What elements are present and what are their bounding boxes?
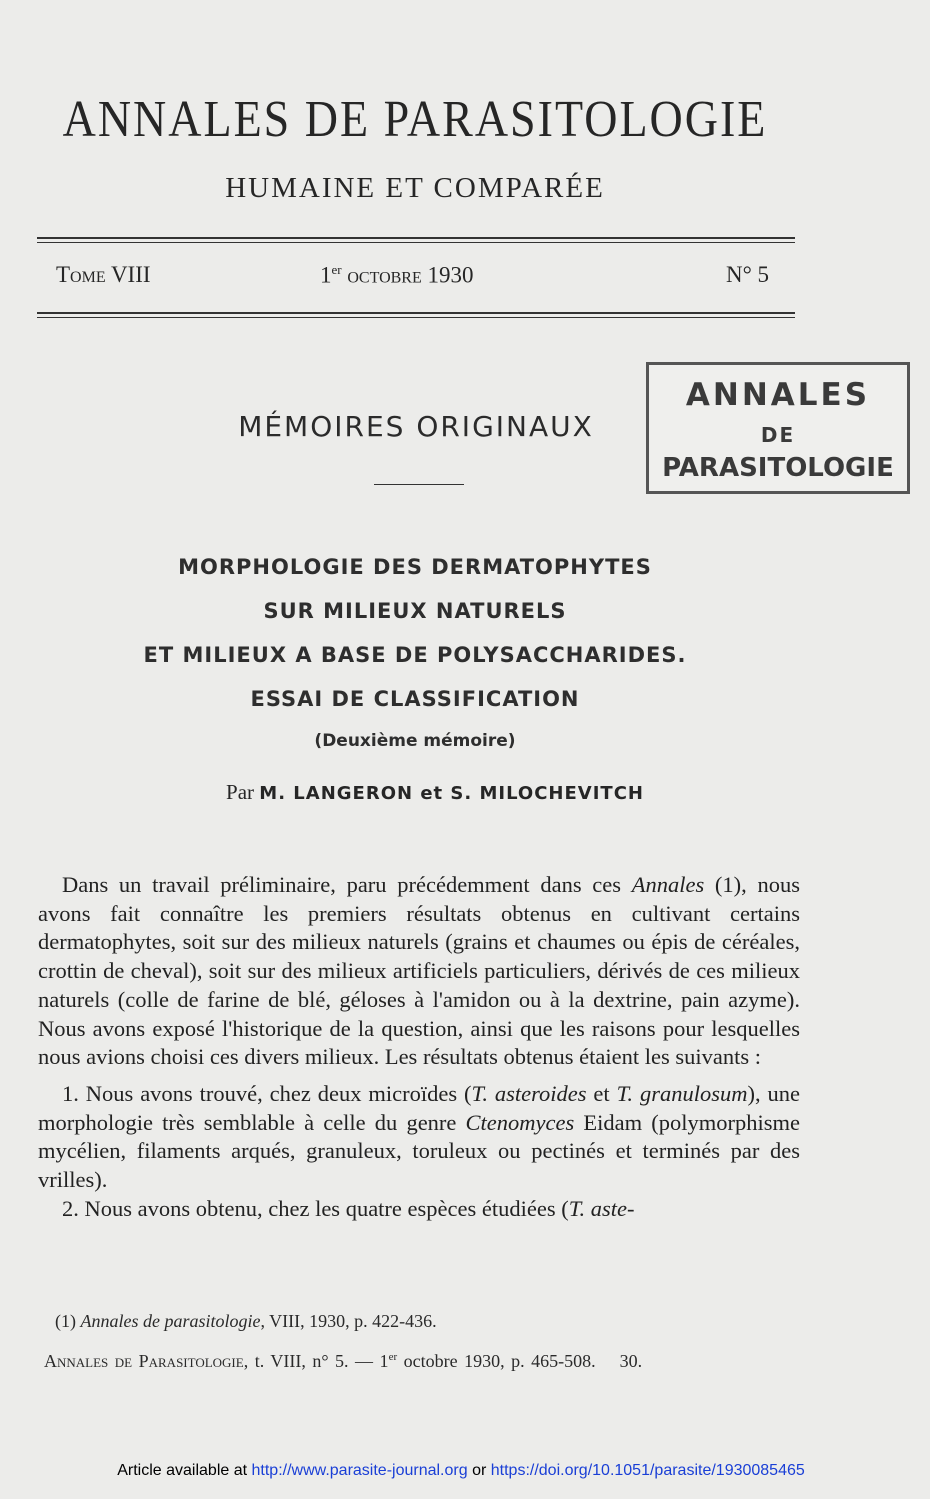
availability-middle: or [467,1462,491,1479]
issue-date [320,262,474,289]
p2-c: ), une morphologie très semblable à celle du genre [38,1080,800,1135]
journal-website-link[interactable]: http://www.parasite-journal.org [251,1462,468,1479]
issue-tome: Tome VIII [56,262,151,287]
paragraph-3 [38,1195,800,1224]
issue-date-day: 1 [320,262,332,288]
footer-superscript: er [388,1351,398,1363]
page-footer [44,1351,642,1372]
article-title-line-4: ESSAI DE CLASSIFICATION [250,687,580,711]
byline-authors: M. LANGERON et S. MILOCHEVITCH [259,783,644,804]
p3-species: T. aste- [568,1195,635,1221]
p2-a: 1. Nous avons trouvé, chez deux microïdes ( [62,1080,472,1106]
p2-b: et [586,1080,617,1106]
doi-link[interactable]: https://doi.org/10.1051/parasite/1930085465 [490,1462,805,1479]
issue-date-rest: octobre 1930 [341,262,474,288]
memoir-note: (Deuxième mémoire) [314,731,516,751]
library-stamp [646,362,910,494]
section-heading: MÉMOIRES ORIGINAUX [238,410,594,443]
p3-a: 2. Nous avons obtenu, chez les quatre espèces étudiées ( [62,1195,569,1221]
p1-rest: (1), nous avons fait connaître les premiers résultats obtenus en cultivant certains dermatophytes, soit sur des milieux naturels (grains et chaumes ou épis de céréales, crottin de cheval), soit sur des milieux artificiels particuliers, dérivés de ces milieux naturels (colle de farine de blé, géloses à l'amidon ou à la dextrine, pain azyme). Nous avons exposé l'historique de la question, ainsi que les raisons pour lesquelles nous avions choisi ces divers milieux. Les résultats obtenus étaient les suivants : [38,872,800,1070]
p2-species-2: T. granulosum [616,1080,748,1106]
journal-title: ANNALES DE PARASITOLOGIE [62,89,768,148]
article-title-line-3: ET MILIEUX A BASE DE POLYSACCHARIDES. [143,643,687,667]
footer-journal: Annales de Parasitologie [44,1351,244,1371]
p2-genus: Ctenomyces [465,1109,575,1135]
issue-date-superscript: er [331,262,342,277]
byline-par: Par [226,780,255,804]
p2-d: Eidam (polymorphisme mycélien, filaments arqués, granuleux, toruleux ou pectinés et terminés par des vrilles). [38,1109,800,1193]
stamp-line-3: PARASITOLOGIE [662,453,894,483]
footer-issue: , t. VIII, n° 5. — 1 [243,1351,389,1371]
article-title-line-1: MORPHOLOGIE DES DERMATOPHYTES [178,555,652,579]
footnote [55,1311,437,1332]
section-divider [374,484,464,485]
paragraph-1 [38,871,800,1072]
article-body [38,871,800,1223]
availability-prefix: Article available at [117,1462,252,1479]
footer-pages: octobre 1930, p. 465-508. [397,1351,596,1371]
p1-journal: Annales [631,872,705,897]
bottom-double-rule [37,312,795,318]
footnote-marker: (1) [55,1311,81,1331]
stamp-line-1: ANNALES [685,377,871,413]
journal-subtitle: HUMAINE ET COMPARÉE [225,172,605,204]
byline [40,780,830,805]
stamp-line-2: DE [760,423,796,447]
footer-page-number: 30. [619,1351,643,1371]
footnote-rest: , VIII, 1930, p. 422-436. [260,1311,437,1331]
p2-species-1: T. asteroides [471,1080,587,1106]
availability-note [0,1462,922,1480]
issue-number: N° 5 [726,262,770,287]
top-double-rule [37,237,795,243]
footnote-journal: Annales de parasitologie [80,1311,261,1331]
article-title-line-2: SUR MILIEUX NATURELS [263,599,567,623]
paragraph-2 [38,1080,800,1195]
p1-start: Dans un travail préliminaire, paru précédemment dans ces [62,872,632,897]
